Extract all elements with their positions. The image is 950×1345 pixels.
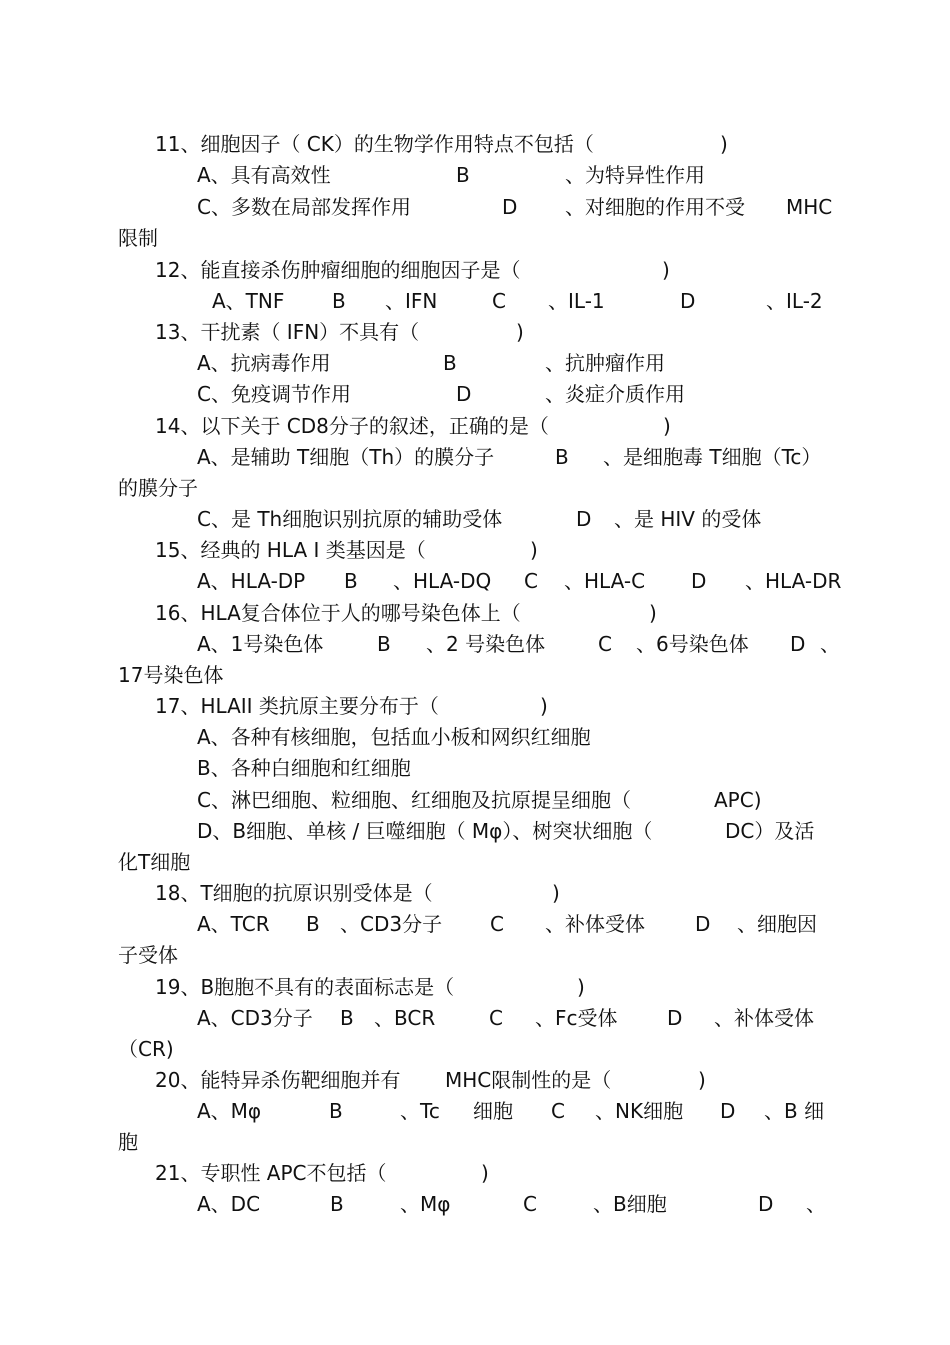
text-line-17-segment-6: D [790, 632, 806, 656]
text-line-2-segment-2: B [456, 163, 470, 187]
text-line-18-segment-1: 17号染色体 [118, 663, 224, 687]
text-line-3-segment-4: MHC [786, 195, 833, 219]
text-line-31-segment-3: ) [698, 1068, 706, 1092]
text-line-14-segment-1: 15、经典的 HLA I 类基因是（ [155, 538, 426, 562]
text-line-21-segment-1: B、各种白细胞和红细胞 [197, 756, 411, 780]
text-line-32-segment-8: 、B 细 [764, 1099, 825, 1123]
text-line-28-segment-1: 19、B胞胞不具有的表面标志是（ [155, 975, 455, 999]
text-line-6-segment-6: D [680, 289, 696, 313]
text-line-11-segment-2: B [555, 445, 569, 469]
text-line-13-segment-1: C、是 Th细胞识别抗原的辅助受体 [197, 507, 503, 531]
text-line-6-segment-5: 、IL-1 [548, 289, 605, 313]
text-line-1-segment-1: 11、细胞因子（ CK）的生物学作用特点不包括（ [155, 132, 594, 156]
text-line-29-segment-3: 、BCR [374, 1006, 436, 1030]
text-line-32-segment-1: A、Mφ [197, 1099, 262, 1123]
text-line-17-segment-4: C [598, 632, 612, 656]
text-line-25-segment-1: 18、T细胞的抗原识别受体是（ [155, 881, 433, 905]
text-line-23-segment-1: D、B细胞、单核 / 巨噬细胞（ Mφ）、树突状细胞（ [197, 819, 653, 843]
text-line-2-segment-3: 、为特异性作用 [565, 163, 705, 187]
text-line-35-segment-2: B [330, 1192, 344, 1216]
text-line-12-segment-1: 的膜分子 [118, 476, 198, 500]
text-line-3-segment-1: C、多数在局部发挥作用 [197, 195, 411, 219]
text-line-30-segment-1: （CR) [118, 1037, 174, 1061]
text-line-11-segment-1: A、是辅助 T细胞（Th）的膜分子 [197, 445, 495, 469]
text-line-26-segment-7: 、细胞因 [737, 912, 817, 936]
text-line-29-segment-7: 、补体受体 [714, 1006, 814, 1030]
text-line-13-segment-2: D [576, 507, 592, 531]
text-line-1-segment-2: ) [720, 132, 728, 156]
text-line-3-segment-3: 、对细胞的作用不受 [565, 195, 745, 219]
text-line-32-segment-5: C [551, 1099, 565, 1123]
text-line-22-segment-1: C、淋巴细胞、粒细胞、红细胞及抗原提呈细胞（ [197, 788, 631, 812]
text-line-9-segment-2: D [456, 382, 472, 406]
text-line-7-segment-2: ) [516, 320, 524, 344]
text-line-3-segment-2: D [502, 195, 518, 219]
text-line-24-segment-1: 化T细胞 [118, 850, 191, 874]
text-line-32-segment-2: B [329, 1099, 343, 1123]
text-line-29-segment-5: 、Fc受体 [535, 1006, 618, 1030]
text-line-15-segment-3: 、HLA-DQ [393, 569, 492, 593]
text-line-6-segment-7: 、IL-2 [766, 289, 823, 313]
text-line-34-segment-1: 21、专职性 APC不包括（ [155, 1161, 387, 1185]
text-line-26-segment-5: 、补体受体 [545, 912, 645, 936]
text-line-6-segment-4: C [492, 289, 506, 313]
text-line-10-segment-2: ) [663, 414, 671, 438]
text-line-11-segment-3: 、是细胞毒 T细胞（Tc） [603, 445, 822, 469]
text-line-31-segment-2: MHC限制性的是（ [445, 1068, 612, 1092]
text-line-19-segment-1: 17、HLAII 类抗原主要分布于（ [155, 694, 439, 718]
text-line-32-segment-3: 、Tc [400, 1099, 440, 1123]
text-line-6-segment-1: A、TNF [212, 289, 285, 313]
text-line-2-segment-1: A、具有高效性 [197, 163, 331, 187]
text-line-13-segment-3: 、是 HIV 的受体 [614, 507, 762, 531]
text-line-26-segment-4: C [490, 912, 504, 936]
text-line-4-segment-1: 限制 [118, 226, 158, 250]
text-line-32-segment-4: 细胞 [473, 1099, 513, 1123]
text-line-19-segment-2: ) [540, 694, 548, 718]
text-line-16-segment-2: ) [649, 601, 657, 625]
text-line-31-segment-1: 20、能特异杀伤靶细胞并有 [155, 1068, 401, 1092]
text-line-8-segment-2: B [443, 351, 457, 375]
text-line-15-segment-2: B [344, 569, 358, 593]
text-line-26-segment-6: D [695, 912, 711, 936]
text-line-32-segment-7: D [720, 1099, 736, 1123]
text-line-17-segment-7: 、 [820, 632, 840, 656]
text-line-9-segment-1: C、免疫调节作用 [197, 382, 351, 406]
text-line-6-segment-3: 、IFN [385, 289, 438, 313]
text-line-35-segment-3: 、Mφ [400, 1192, 451, 1216]
text-line-15-segment-4: C [524, 569, 538, 593]
text-line-15-segment-7: 、HLA-DR [745, 569, 842, 593]
text-line-27-segment-1: 子受体 [118, 943, 178, 967]
text-line-29-segment-6: D [667, 1006, 683, 1030]
text-line-29-segment-1: A、CD3分子 [197, 1006, 313, 1030]
text-line-9-segment-3: 、炎症介质作用 [545, 382, 685, 406]
text-line-25-segment-2: ) [552, 881, 560, 905]
text-line-26-segment-1: A、TCR [197, 912, 270, 936]
text-line-22-segment-2: APC) [714, 788, 762, 812]
text-line-6-segment-2: B [332, 289, 346, 313]
text-line-10-segment-1: 14、以下关于 CD8分子的叙述，正确的是（ [155, 414, 549, 438]
text-line-35-segment-1: A、DC [197, 1192, 261, 1216]
text-line-35-segment-7: 、 [806, 1192, 826, 1216]
text-line-16-segment-1: 16、HLA复合体位于人的哪号染色体上（ [155, 601, 521, 625]
text-line-17-segment-3: 、2 号染色体 [426, 632, 546, 656]
text-line-28-segment-2: ) [577, 975, 585, 999]
text-line-29-segment-2: B [340, 1006, 354, 1030]
text-line-23-segment-2: DC）及活 [725, 819, 815, 843]
text-line-26-segment-2: B [306, 912, 320, 936]
text-line-14-segment-2: ) [530, 538, 538, 562]
text-line-8-segment-1: A、抗病毒作用 [197, 351, 331, 375]
text-line-7-segment-1: 13、干扰素（ IFN）不具有（ [155, 320, 420, 344]
text-line-20-segment-1: A、各种有核细胞，包括血小板和网织红细胞 [197, 725, 591, 749]
text-line-29-segment-4: C [489, 1006, 503, 1030]
text-line-17-segment-5: 、6号染色体 [636, 632, 749, 656]
text-line-5-segment-1: 12、能直接杀伤肿瘤细胞的细胞因子是（ [155, 258, 521, 282]
text-line-8-segment-3: 、抗肿瘤作用 [545, 351, 665, 375]
text-line-15-segment-1: A、HLA-DP [197, 569, 306, 593]
text-line-34-segment-2: ) [481, 1161, 489, 1185]
text-line-5-segment-2: ) [662, 258, 670, 282]
text-line-17-segment-1: A、1号染色体 [197, 632, 324, 656]
text-line-35-segment-6: D [758, 1192, 774, 1216]
text-line-35-segment-4: C [523, 1192, 537, 1216]
text-line-35-segment-5: 、B细胞 [593, 1192, 667, 1216]
text-line-17-segment-2: B [377, 632, 391, 656]
text-line-15-segment-6: D [691, 569, 707, 593]
text-line-32-segment-6: 、NK细胞 [595, 1099, 684, 1123]
text-line-15-segment-5: 、HLA-C [564, 569, 646, 593]
text-line-33-segment-1: 胞 [118, 1130, 138, 1154]
text-line-26-segment-3: 、CD3分子 [340, 912, 443, 936]
